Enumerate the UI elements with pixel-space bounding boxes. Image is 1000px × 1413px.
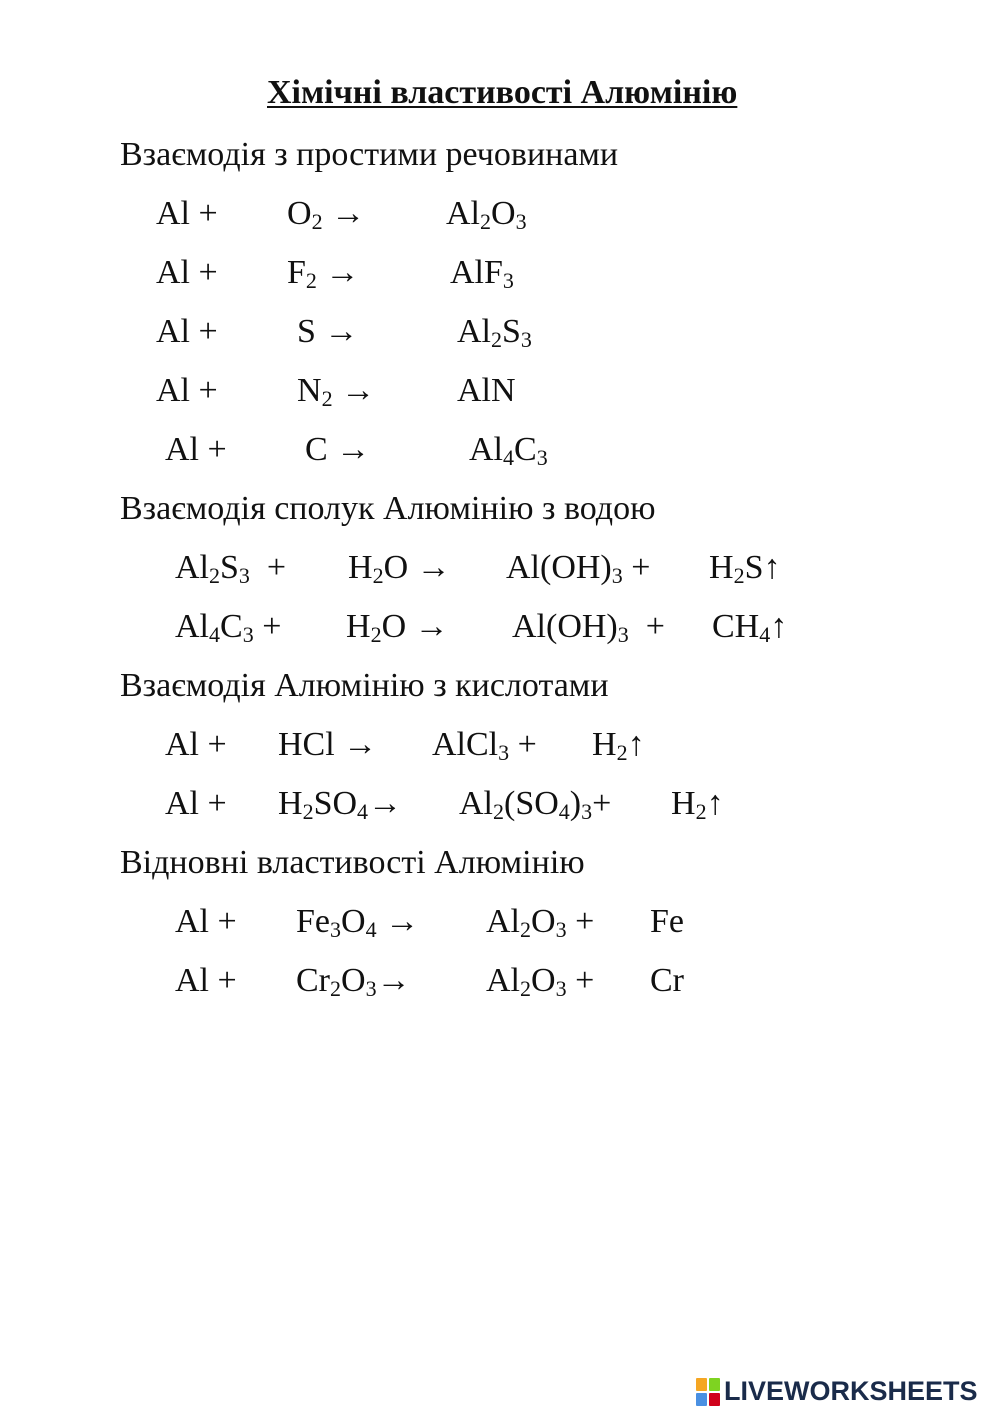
equation-product: AlCl$_3$ + — [432, 726, 537, 765]
logo-square-4 — [709, 1393, 720, 1406]
equation-product: $Al_2O_3$ + — [486, 903, 595, 942]
equation-reactant: $H_2O$ → — [348, 549, 451, 588]
equation-reactant: C → — [305, 431, 371, 468]
equation-product: $Al_4C_3$ — [469, 431, 548, 470]
section-heading-simple-substances: Взаємодія з простими речовинами — [120, 136, 619, 173]
equation-gas-product: $CH_4↑$ — [712, 608, 788, 647]
equation-reactant: $H_2O$ → — [346, 608, 449, 647]
equation-left: Al + — [156, 313, 218, 350]
equation-reactant: HCl → — [278, 726, 378, 763]
equation-left: Al + — [175, 962, 237, 999]
equation-reactant: $N_2$ → — [297, 372, 376, 411]
liveworksheets-logo — [696, 1376, 978, 1407]
liveworksheets-logo-icon — [696, 1378, 720, 1406]
equation-left: Al + — [156, 195, 218, 232]
equation-reactant: $O_2$ → — [287, 195, 366, 234]
equation-left: Al + — [156, 254, 218, 291]
equation-reactant: $Cr_2O_3\to$ — [296, 962, 411, 1001]
section-heading-acids: Взаємодія Алюмінію з кислотами — [120, 667, 609, 704]
equation-left: $Al_4C_3$ + — [175, 608, 282, 647]
equation-reactant: $F_2$ → — [287, 254, 360, 293]
page-title: Хімічні властивості Алюмінію — [267, 74, 738, 111]
liveworksheets-logo-text: LIVEWORKSHEETS — [724, 1376, 978, 1406]
equation-reactant: $Fe_3O_4$ → — [296, 903, 420, 942]
logo-square-3 — [696, 1393, 707, 1406]
equation-left: Al + — [165, 726, 227, 763]
equation-product: $Al(OH)_3$ + — [512, 608, 665, 647]
equation-left: Al + — [165, 431, 227, 468]
equation-gas-product: $H_2↑$ — [592, 726, 645, 765]
equation-left: Al + — [165, 785, 227, 822]
section-heading-reducing: Відновні властивості Алюмінію — [120, 844, 585, 881]
equation-gas-product: $H_2S↑$ — [709, 549, 781, 588]
equation-reactant: $H_2SO_4\to$ — [278, 785, 403, 824]
logo-square-1 — [696, 1378, 707, 1391]
equation-left: Al + — [175, 903, 237, 940]
equation-product: $Al_2(SO_4)_3+$ — [459, 785, 612, 824]
equation-product: AlN — [457, 372, 516, 409]
equation-gas-product: $H_2↑$ — [671, 785, 724, 824]
equation-left: $Al_2S_3$ + — [175, 549, 287, 588]
equation-left: Al + — [156, 372, 218, 409]
equation-product: AlF$_3$ — [450, 254, 514, 293]
equation-product: $Al_2S_3$ — [457, 313, 532, 352]
equation-metal-product: Fe — [650, 903, 684, 940]
section-heading-water: Взаємодія сполук Алюмінію з водою — [120, 490, 656, 527]
equation-product: $Al_2O_3$ + — [486, 962, 595, 1001]
equation-product: $Al(OH)_3$ + — [506, 549, 651, 588]
equation-reactant: S → — [297, 313, 359, 350]
equation-product: $Al_2O_3$ — [446, 195, 527, 234]
logo-square-2 — [709, 1378, 720, 1391]
equation-metal-product: Cr — [650, 962, 684, 999]
